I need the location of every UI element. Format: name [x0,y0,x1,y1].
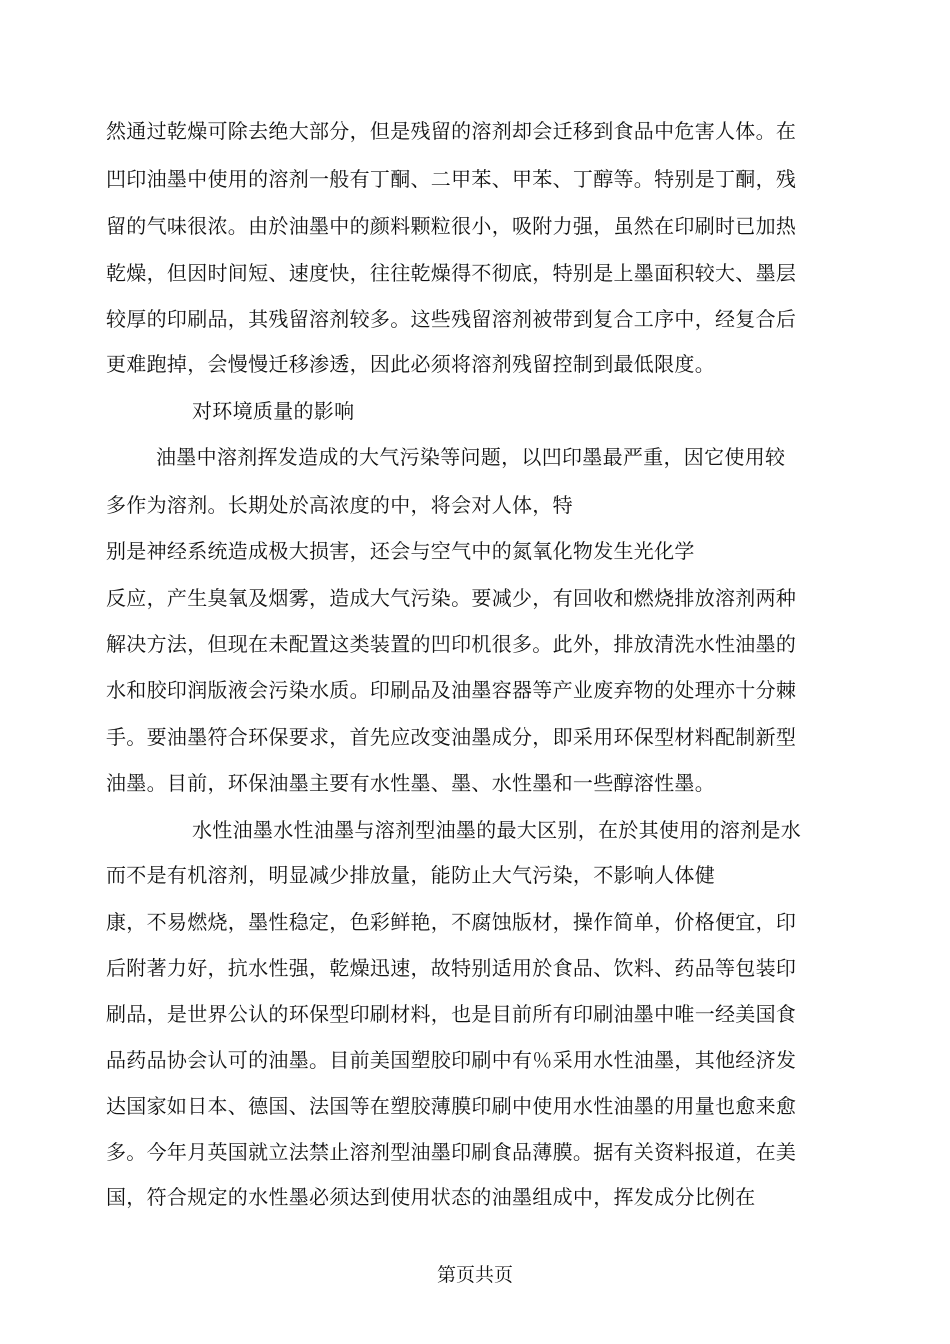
paragraph-line: 然通过乾燥可除去绝大部分，但是残留的溶剂却会迁移到食品中危害人体。在 [106,119,797,143]
paragraph-line: 更难跑掉，会慢慢迁移渗透，因此必须将溶剂残留控制到最低限度。 [106,352,715,376]
paragraph-line: 油墨中溶剂挥发造成的大气污染等问题，以凹印墨最严重，因它使用较 [156,445,786,469]
paragraph-line: 品药品协会认可的油墨。目前美国塑胶印刷中有％采用水性油墨，其他经济发 [106,1048,797,1072]
paragraph-line: 较厚的印刷品，其残留溶剂较多。这些残留溶剂被带到复合工序中，经复合后 [106,307,797,331]
paragraph-line: 国，符合规定的水性墨必须达到使用状态的油墨组成中，挥发成分比例在 [106,1185,756,1209]
paragraph-line: 达国家如日本、德国、法国等在塑胶薄膜印刷中使用水性油墨的用量也愈来愈 [106,1094,797,1118]
paragraph-line: 油墨。目前，环保油墨主要有水性墨、墨、水性墨和一些醇溶性墨。 [106,771,715,795]
paragraph-line: 反应，产生臭氧及烟雾，造成大气污染。要减少，有回收和燃烧排放溶剂两种 [106,586,797,610]
paragraph-line: 留的气味很浓。由於油墨中的颜料颗粒很小，吸附力强，虽然在印刷时已加热 [106,214,797,238]
paragraph-line: 别是神经系统造成极大损害，还会与空气中的氮氧化物发生光化学 [106,539,695,563]
paragraph-line: 乾燥，但因时间短、速度快，往往乾燥得不彻底，特别是上墨面积较大、墨层 [106,261,797,285]
paragraph-line: 水性油墨水性油墨与溶剂型油墨的最大区别，在於其使用的溶剂是水 [192,818,801,842]
paragraph-line: 解决方法，但现在未配置这类装置的凹印机很多。此外，排放清洗水性油墨的 [106,632,797,656]
paragraph-line: 水和胶印润版液会污染水质。印刷品及油墨容器等产业废弃物的处理亦十分棘 [106,678,797,702]
paragraph-line: 康，不易燃烧，墨性稳定，色彩鲜艳，不腐蚀版材，操作简单，价格便宜，印 [106,910,797,934]
paragraph-line: 后附著力好，抗水性强，乾燥迅速，故特别适用於食品、饮料、药品等包装印 [106,956,797,980]
paragraph-line: 多作为溶剂。长期处於高浓度的中，将会对人体，特 [106,493,573,517]
paragraph-line: 凹印油墨中使用的溶剂一般有丁酮、二甲苯、甲苯、丁醇等。特别是丁酮，残 [106,167,797,191]
paragraph-line: 手。要油墨符合环保要求，首先应改变油墨成分，即采用环保型材料配制新型 [106,725,797,749]
paragraph-line: 而不是有机溶剂，明显减少排放量，能防止大气污染，不影响人体健 [106,863,715,887]
paragraph-line: 多。今年月英国就立法禁止溶剂型油墨印刷食品薄膜。据有关资料报道，在美 [106,1140,797,1164]
section-heading: 对环境质量的影响 [192,399,355,423]
page-footer: 第页共页 [436,1264,513,1286]
paragraph-line: 刷品，是世界公认的环保型印刷材料，也是目前所有印刷油墨中唯一经美国食 [106,1002,797,1026]
